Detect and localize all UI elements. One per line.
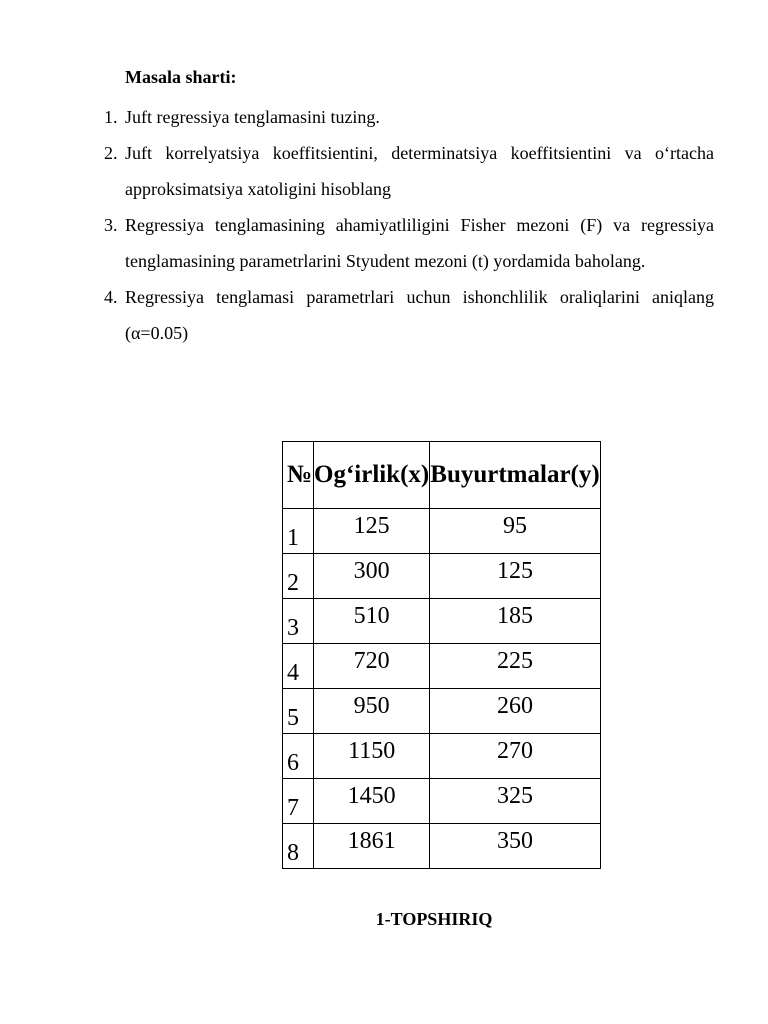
task-text: Regressiya tenglamasining ahamiyatliligini Fisher mezoni (F) va regressiya tenglamasining parametrlarini Styudent mezoni (t) yordamida baholang. [125, 215, 714, 271]
orders-value: 225 [430, 644, 600, 689]
task-item-4 [104, 279, 714, 351]
task-number: 1. [104, 107, 118, 127]
weight-value: 1450 [314, 779, 430, 824]
orders-value: 270 [430, 734, 600, 779]
problem-heading: Masala sharti: [125, 67, 237, 87]
orders-value: 350 [430, 824, 600, 869]
task-text: Juft regressiya tenglamasini tuzing. [125, 107, 380, 127]
table-row [283, 689, 601, 734]
orders-value: 95 [430, 509, 600, 554]
weight-value: 1150 [314, 734, 430, 779]
task-number: 2. [104, 143, 118, 163]
row-number: 1 [283, 509, 314, 554]
header-number: № [283, 442, 314, 509]
task-list [104, 99, 714, 351]
row-number: 4 [283, 644, 314, 689]
table-row [283, 734, 601, 779]
weight-value: 300 [314, 554, 430, 599]
table-row [283, 779, 601, 824]
row-number: 6 [283, 734, 314, 779]
weight-value: 950 [314, 689, 430, 734]
weight-value: 720 [314, 644, 430, 689]
table-row [283, 554, 601, 599]
header-weight: Og‘irlik(x) [314, 442, 430, 509]
task-text: Regressiya tenglamasi parametrlari uchun ishonchlilik oraliqlarini aniqlang (α=0.05) [125, 287, 714, 343]
weight-value: 1861 [314, 824, 430, 869]
orders-value: 185 [430, 599, 600, 644]
section-title: 1-TOPSHIRIQ [375, 909, 493, 929]
weight-value: 125 [314, 509, 430, 554]
orders-value: 260 [430, 689, 600, 734]
row-number: 3 [283, 599, 314, 644]
task-item-3 [104, 207, 714, 279]
task-item-1 [104, 99, 714, 135]
data-table [282, 441, 601, 869]
table-row [283, 509, 601, 554]
task-text: Juft korrelyatsiya koeffitsientini, determinatsiya koeffitsientini va o‘rtacha approksimatsiya xatoligini hisoblang [125, 143, 714, 199]
task-number: 4. [104, 287, 118, 307]
row-number: 8 [283, 824, 314, 869]
table-row [283, 599, 601, 644]
header-orders: Buyurtmalar(y) [430, 442, 600, 509]
table-row [283, 644, 601, 689]
task-number: 3. [104, 215, 118, 235]
table-header-row [283, 442, 601, 509]
table-row [283, 824, 601, 869]
task-item-2 [104, 135, 714, 207]
row-number: 7 [283, 779, 314, 824]
row-number: 5 [283, 689, 314, 734]
orders-value: 325 [430, 779, 600, 824]
orders-value: 125 [430, 554, 600, 599]
weight-value: 510 [314, 599, 430, 644]
row-number: 2 [283, 554, 314, 599]
